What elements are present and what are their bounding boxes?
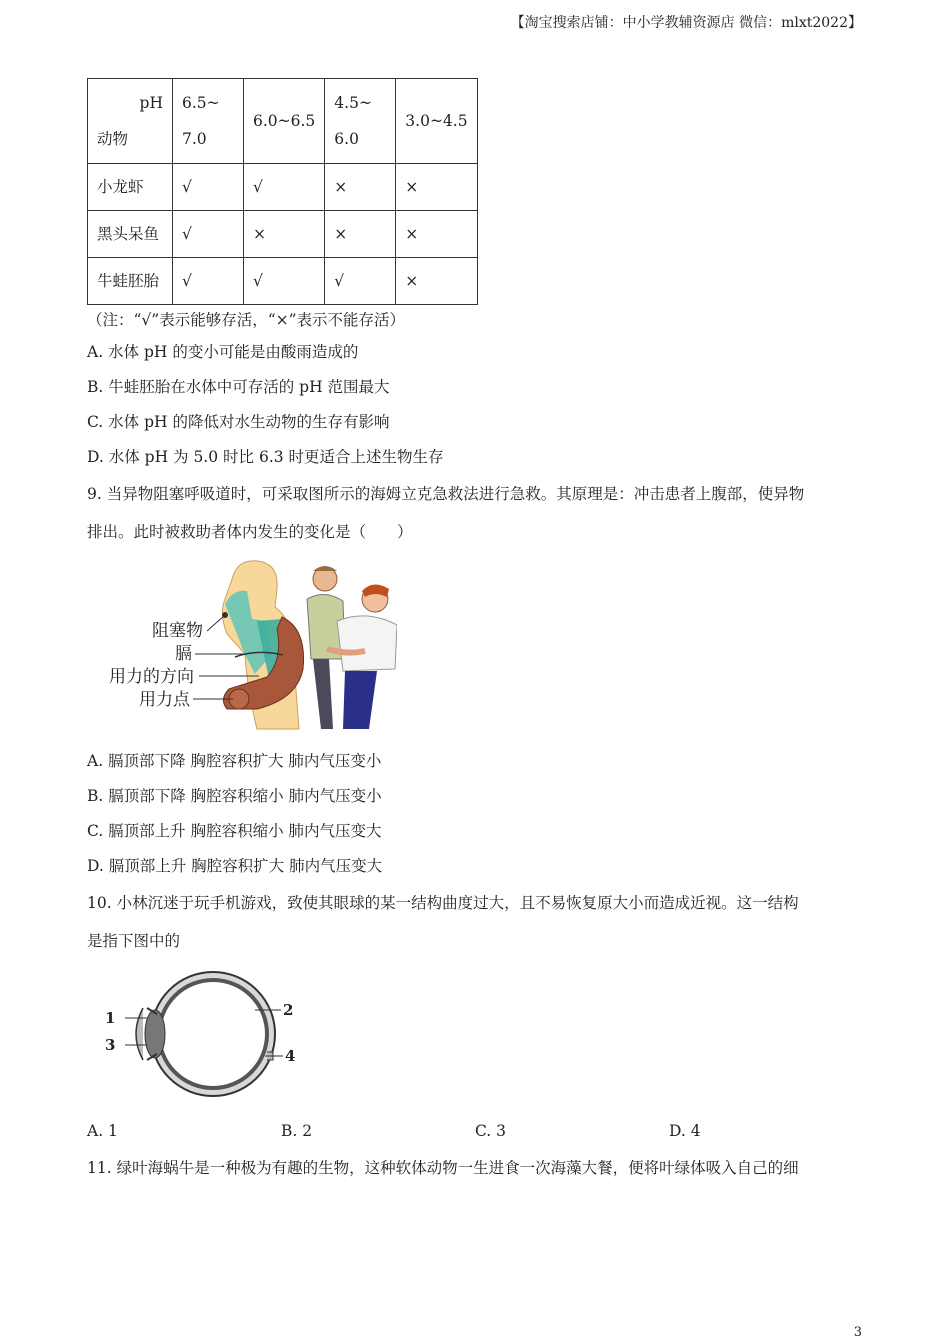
table-cell: ×: [396, 258, 477, 305]
q9-stem-line2: 排出。此时被救助者体内发生的变化是（ ）: [87, 523, 413, 541]
table-row: [88, 211, 478, 258]
table-cell: √: [173, 164, 244, 211]
eye-label-1: 1: [105, 1009, 116, 1027]
heimlich-figure: [107, 559, 397, 734]
table-row: [88, 164, 478, 211]
label-obstruction: 阻塞物: [152, 621, 203, 641]
table-cell: √: [325, 258, 396, 305]
table-cell: √: [244, 164, 325, 211]
label-diaphragm: 膈: [175, 644, 192, 664]
table-cell: ×: [396, 164, 477, 211]
q9-option-c: C. 膈顶部上升 胸腔容积缩小 肺内气压变大: [87, 822, 382, 840]
q10-option-d: D. 4: [669, 1122, 701, 1140]
q8-option-b: B. 牛蛙胚胎在水体中可存活的 pH 范围最大: [87, 378, 390, 396]
q10-option-a: A. 1: [87, 1122, 118, 1140]
page-content: [87, 78, 877, 1187]
heimlich-illustration: [107, 559, 397, 734]
label-force-direction: 用力的方向: [109, 667, 194, 687]
table-header-cell: 4.5~6.0: [325, 79, 396, 164]
q8-option-a: A. 水体 pH 的变小可能是由酸雨造成的: [87, 343, 359, 361]
q10-stem-line2: 是指下图中的: [87, 932, 181, 950]
q10-options: [87, 1114, 877, 1149]
page-number: 3: [853, 1325, 862, 1340]
q8-option-c: C. 水体 pH 的降低对水生动物的生存有影响: [87, 413, 390, 431]
eyeball-diagram: [95, 968, 305, 1108]
table-note: （注：“√”表示能够存活，“×”表示不能存活）: [87, 311, 406, 329]
corner-animal-label: 动物: [97, 130, 129, 148]
table-header-cell: 6.5~7.0: [173, 79, 244, 164]
table-cell: ×: [396, 211, 477, 258]
table-cell: ×: [244, 211, 325, 258]
table-animal-cell: 牛蛙胚胎: [88, 258, 173, 305]
q9-option-a: A. 膈顶部下降 胸腔容积扩大 肺内气压变小: [87, 752, 382, 770]
label-force-point: 用力点: [139, 690, 190, 710]
eye-label-2: 2: [283, 1001, 294, 1019]
table-cell: √: [244, 258, 325, 305]
corner-ph-label: pH: [139, 94, 163, 112]
q8-option-d: D. 水体 pH 为 5.0 时比 6.3 时更适合上述生物生存: [87, 448, 444, 466]
table-animal-cell: 小龙虾: [88, 164, 173, 211]
q9-option-b: B. 膈顶部下降 胸腔容积缩小 肺内气压变小: [87, 787, 382, 805]
q10-option-c: C. 3: [475, 1122, 507, 1140]
page-header: 【淘宝搜索店铺：中小学教辅资源店 微信：mlxt2022】: [510, 15, 862, 31]
table-cell: √: [173, 258, 244, 305]
q11-stem: 11. 绿叶海蜗牛是一种极为有趣的生物，这种软体动物一生进食一次海藻大餐，便将叶绿体吸入自己的细: [87, 1159, 799, 1177]
ph-survival-table: [87, 78, 478, 305]
eye-label-4: 4: [285, 1047, 296, 1065]
table-header-cell: 3.0~4.5: [396, 79, 477, 164]
table-cell: √: [173, 211, 244, 258]
table-header-row: [88, 79, 478, 164]
table-row: [88, 258, 478, 305]
table-cell: ×: [325, 164, 396, 211]
q10-stem-line1: 10. 小林沉迷于玩手机游戏，致使其眼球的某一结构曲度过大，且不易恢复原大小而造成近视。这一结构: [87, 894, 799, 912]
table-cell: ×: [325, 211, 396, 258]
q10-option-b: B. 2: [281, 1122, 313, 1140]
table-animal-cell: 黑头呆鱼: [88, 211, 173, 258]
eyeball-figure: [95, 968, 305, 1108]
q9-stem-line1: 9. 当异物阻塞呼吸道时，可采取图所示的海姆立克急救法进行急救。其原理是：冲击患者上腹部，使异物: [87, 485, 805, 503]
eye-label-3: 3: [105, 1036, 116, 1054]
table-header-cell: 6.0~6.5: [244, 79, 325, 164]
q9-option-d: D. 膈顶部上升 胸腔容积扩大 肺内气压变大: [87, 857, 383, 875]
table-corner-cell: [88, 79, 173, 164]
